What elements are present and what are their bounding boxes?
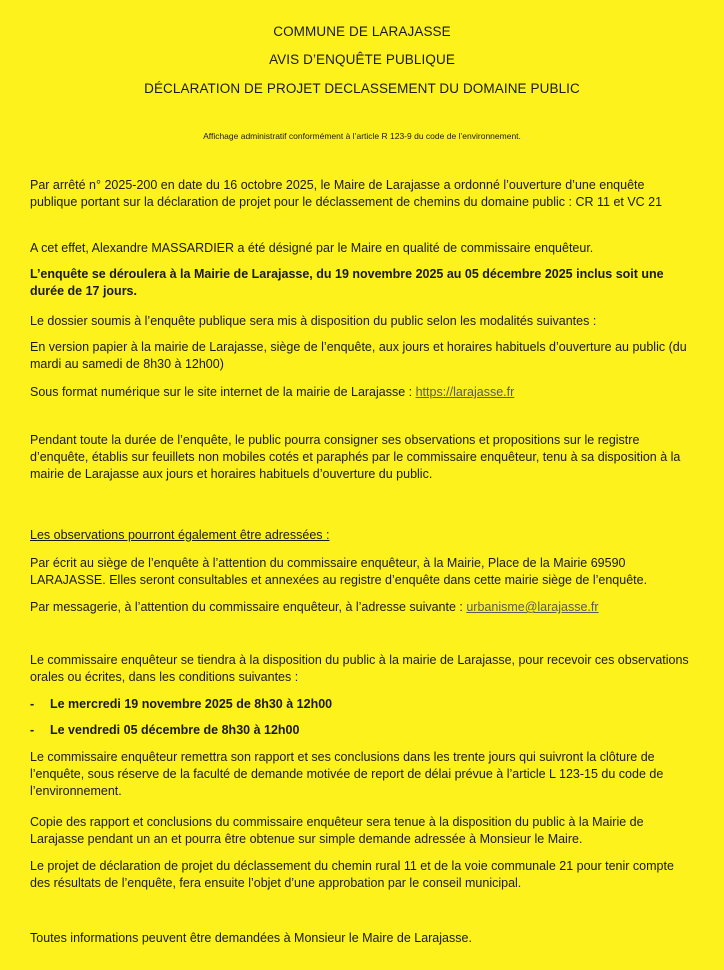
commissaire-paragraph: A cet effet, Alexandre MASSARDIER a été désigné par le Maire en qualité de commissaire enquêteur.	[30, 241, 594, 255]
bullet-dash: -	[30, 723, 35, 737]
numerique-text: Sous format numérique sur le site internet de la mairie de Larajasse :	[30, 385, 416, 399]
website-link[interactable]: https://larajasse.fr	[415, 385, 515, 399]
rapport-paragraph: Le commissaire enquêteur remettra son rapport et ses conclusions dans les trente jours qui suivront la clôture de l’enquête, sous réserve de la faculté de demande motivée de report de délai prévue à l’article L 123-15 du code de l’environnement.	[30, 750, 664, 798]
avis-title: AVIS D’ENQUÊTE PUBLIQUE	[269, 52, 455, 67]
arrete-paragraph: Par arrêté n° 2025-200 en date du 16 octobre 2025, le Maire de Larajasse a ordonné l’ouverture d’une enquête publique portant sur la déclaration de projet pour le déclassement de chemins du domaine public : CR 11 et VC 21	[30, 178, 663, 209]
ecrit-paragraph: Par écrit au siège de l’enquête à l’attention du commissaire enquêteur, à la Mairie, Place de la Mairie 69590 LARAJASSE. Elles seront consultables et annexées au registre d’enquête dans cette mairie siège de l’enquête.	[30, 556, 648, 587]
registre-paragraph: Pendant toute la durée de l’enquête, le public pourra consigner ses observations et propositions sur le registre d’enquête, établis sur feuillets non mobiles cotés et paraphés par le commissaire enquêteur, tenu à sa disposition à la mairie de Larajasse aux jours et horaires habituels d’ouverture du public.	[30, 433, 681, 481]
dossier-paragraph: Le dossier soumis à l’enquête publique sera mis à disposition du public selon les modalités suivantes :	[30, 314, 597, 328]
copie-paragraph: Copie des rapport et conclusions du commissaire enquêteur sera tenue à la disposition du public à la Mairie de Larajasse pendant un an et pourra être obtenue sur simple demande adressée à Monsieur le Maire.	[30, 815, 644, 846]
permanence-item-1	[30, 696, 332, 713]
permanence-2-text: Le vendredi 05 décembre de 8h30 à 12h00	[50, 723, 300, 737]
email-link[interactable]: urbanisme@larajasse.fr	[466, 600, 599, 614]
observations-heading: Les observations pourront également être adressées :	[30, 528, 330, 542]
permanence-item-2	[30, 722, 299, 739]
projet-paragraph: Le projet de déclaration de projet du déclassement du chemin rural 11 et de la voie communale 21 pour tenir compte des résultats de l’enquête, fera ensuite l’objet d’une approbation par le conseil municipal.	[30, 859, 674, 890]
affichage-notice: Affichage administratif conformément à l’article R 123-9 du code de l’environnement.	[203, 131, 521, 141]
bullet-dash: -	[30, 697, 35, 711]
numerique-paragraph	[30, 384, 695, 401]
messagerie-text: Par messagerie, à l’attention du commissaire enquêteur, à l’adresse suivante :	[30, 600, 467, 614]
dates-paragraph: L’enquête se déroulera à la Mairie de Larajasse, du 19 novembre 2025 au 05 décembre 2025 inclus soit une durée de 17 jours.	[30, 267, 664, 298]
commune-title: COMMUNE DE LARAJASSE	[273, 24, 451, 39]
permanence-1-text: Le mercredi 19 novembre 2025 de 8h30 à 12h00	[50, 697, 333, 711]
informations-paragraph: Toutes informations peuvent être demandées à Monsieur le Maire de Larajasse.	[30, 931, 472, 945]
declaration-title: DÉCLARATION DE PROJET DECLASSEMENT DU DOMAINE PUBLIC	[144, 81, 580, 96]
papier-paragraph: En version papier à la mairie de Larajasse, siège de l’enquête, aux jours et horaires habituels d’ouverture au public (du mardi au samedi de 8h30 à 12h00)	[30, 340, 687, 371]
messagerie-paragraph	[30, 599, 695, 616]
permanences-paragraph: Le commissaire enquêteur se tiendra à la disposition du public à la mairie de Larajasse, pour recevoir ces observations orales ou écrites, dans les conditions suivantes :	[30, 653, 689, 684]
